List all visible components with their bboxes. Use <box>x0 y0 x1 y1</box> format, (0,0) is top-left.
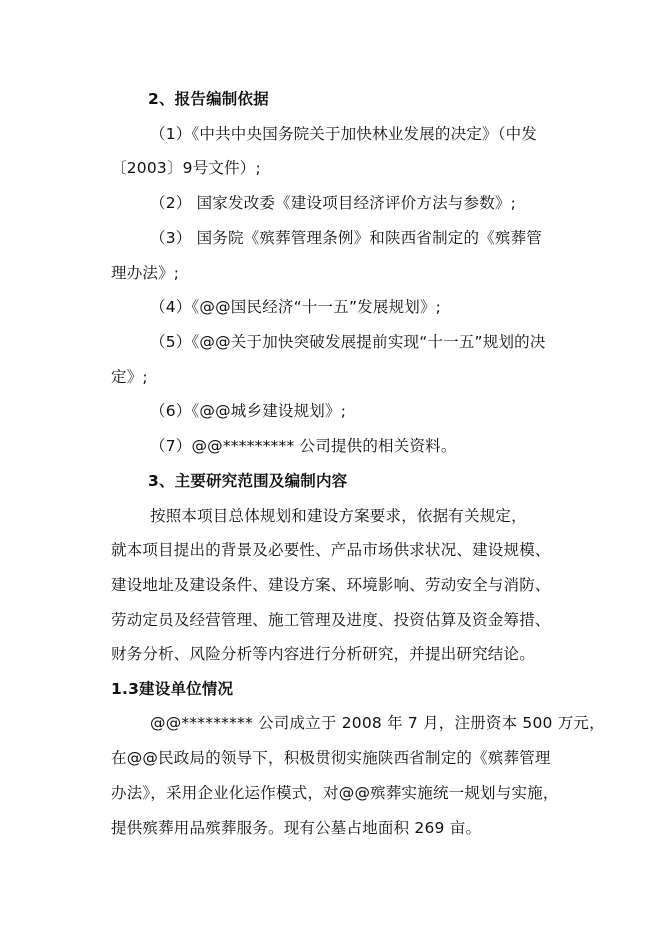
section-1-3-line-3: 办法》，采用企业化运作模式，对@@殡葬实施统一规划与实施， <box>111 784 559 802</box>
section-3-line-5: 财务分析、风险分析等内容进行分析研究，并提出研究结论。 <box>111 645 535 663</box>
section-1-3-heading: 1.3建设单位情况 <box>111 680 234 698</box>
section-1-3-line-1: @@********* 公司成立于 2008 年 7 月，注册资本 500 万元， <box>150 714 605 732</box>
section-1-3-line-2: 在@@民政局的领导下，积极贯彻实施陕西省制定的《殡葬管理 <box>111 749 551 767</box>
basis-item-3-line-1: （3） 国务院《殡葬管理条例》和陕西省制定的《殡葬管 <box>150 229 542 247</box>
section-3-line-3: 建设地址及建设条件、建设方案、环境影响、劳动安全与消防、 <box>111 576 551 594</box>
basis-item-7: （7）@@********* 公司提供的相关资料。 <box>150 437 457 455</box>
basis-item-5-line-1: （5）《@@关于加快突破发展提前实现“十一五”规划的决 <box>150 333 546 351</box>
basis-item-4: （4）《@@国民经济“十一五”发展规划》; <box>150 298 442 316</box>
section-2-heading: 2、报告编制依据 <box>148 90 269 108</box>
section-3-line-2: 就本项目提出的背景及必要性、产品市场供求状况、建设规模、 <box>111 541 551 559</box>
section-1-3-line-4: 提供殡葬用品殡葬服务。现有公墓占地面积 269 亩。 <box>111 819 482 837</box>
basis-item-1-line-1: （1）《中共中央国务院关于加快林业发展的决定》（中发 <box>150 125 538 143</box>
basis-item-1-line-2: 〔2003〕9号文件）; <box>111 159 261 177</box>
section-3-line-1: 按照本项目总体规划和建设方案要求，依据有关规定， <box>150 507 527 525</box>
section-3-heading: 3、主要研究范围及编制内容 <box>148 472 348 490</box>
basis-item-6: （6）《@@城乡建设规划》; <box>150 402 347 420</box>
basis-item-5-line-2: 定》; <box>111 368 148 386</box>
basis-item-2: （2） 国家发改委《建设项目经济评价方法与参数》; <box>150 194 517 212</box>
section-3-line-4: 劳动定员及经营管理、施工管理及进度、投资估算及资金筹措、 <box>111 611 551 629</box>
basis-item-3-line-2: 理办法》; <box>111 264 180 282</box>
